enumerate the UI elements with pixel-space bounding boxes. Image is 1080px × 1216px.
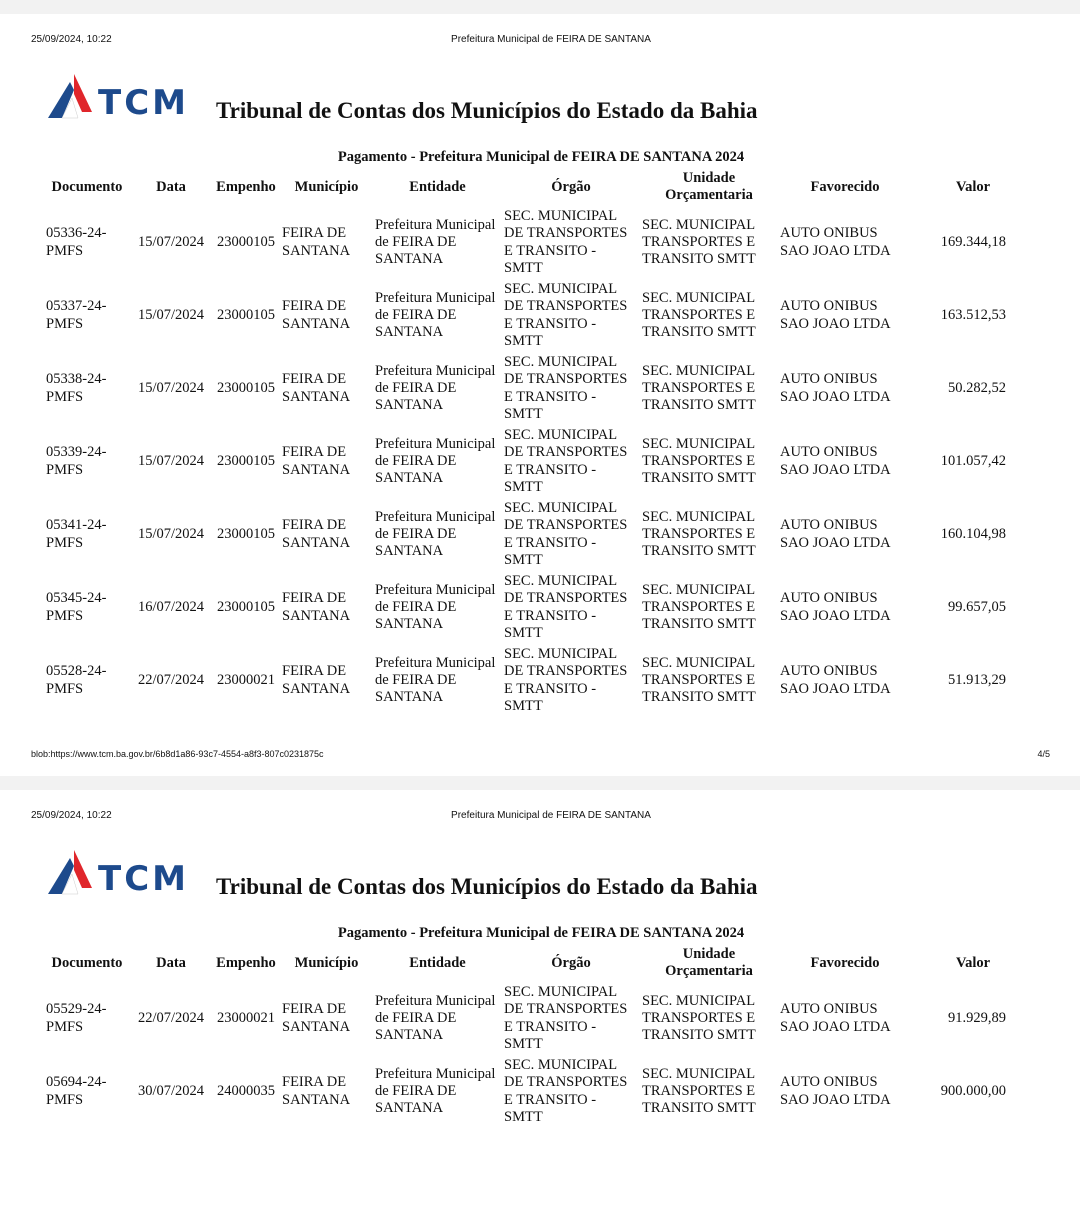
cell-entidade: Prefeitura Municipal de FEIRA DE SANTANA [375,992,496,1044]
cell-unidade: SEC. MUNICIPAL TRANSPORTES E TRANSITO SMTT [642,581,756,633]
print-header-title: Prefeitura Municipal de FEIRA DE SANTANA [451,34,651,45]
cell-empenho: 24000035 [217,1082,275,1099]
table-row [44,425,1034,498]
footer-url: blob:https://www.tcm.ba.gov.br/6b8d1a86-93c7-4554-a8f3-807c0231875c [31,749,324,759]
cell-valor: 51.913,29 [948,671,1006,688]
cell-orgao: SEC. MUNICIPAL DE TRANSPORTES E TRANSITO - SMTT [504,499,628,568]
cell-orgao: SEC. MUNICIPAL DE TRANSPORTES E TRANSITO - SMTT [504,426,628,495]
cell-valor: 160.104,98 [940,525,1006,542]
cell-favorecido: AUTO ONIBUS SAO JOAO LTDA [780,298,891,332]
cell-municipio: FEIRA DE SANTANA [282,444,351,478]
table-header-row [44,944,1034,982]
cell-documento: 05529-24-PMFS [46,1001,107,1035]
cell-unidade: SEC. MUNICIPAL TRANSPORTES E TRANSITO SMTT [642,362,756,414]
cell-orgao: SEC. MUNICIPAL DE TRANSPORTES E TRANSITO - SMTT [504,353,628,422]
org-title: Tribunal de Contas dos Municípios do Estado da Bahia [216,98,758,123]
cell-entidade: Prefeitura Municipal de FEIRA DE SANTANA [375,216,496,268]
cell-empenho: 23000105 [217,598,275,615]
cell-documento: 05336-24-PMFS [46,225,107,259]
cell-entidade: Prefeitura Municipal de FEIRA DE SANTANA [375,1065,496,1117]
cell-orgao: SEC. MUNICIPAL DE TRANSPORTES E TRANSITO - SMTT [504,1056,628,1125]
payments-table [44,944,1034,1128]
cell-favorecido: AUTO ONIBUS SAO JOAO LTDA [780,663,891,697]
cell-entidade: Prefeitura Municipal de FEIRA DE SANTANA [375,508,496,560]
col-documento: Documento [51,178,123,195]
cell-documento: 05341-24-PMFS [46,517,107,551]
col-data: Data [156,178,186,195]
table-row [44,1055,1034,1128]
report-title: Pagamento - Prefeitura Municipal de FEIRA DE SANTANA 2024 [337,149,745,165]
cell-orgao: SEC. MUNICIPAL DE TRANSPORTES E TRANSITO - SMTT [504,280,628,349]
tcm-logo [48,74,194,122]
cell-entidade: Prefeitura Municipal de FEIRA DE SANTANA [375,289,496,341]
cell-documento: 05339-24-PMFS [46,444,107,478]
cell-data: 30/07/2024 [137,1082,205,1099]
print-date: 25/09/2024, 10:22 [31,810,112,821]
table-row [44,206,1034,279]
print-date: 25/09/2024, 10:22 [31,34,112,45]
cell-favorecido: AUTO ONIBUS SAO JOAO LTDA [780,517,891,551]
org-title: Tribunal de Contas dos Municípios do Estado da Bahia [216,874,758,899]
table-row [44,982,1034,1055]
col-unidade: Unidade Orçamentaria [665,170,753,203]
col-municipio: Município [294,954,359,971]
cell-valor: 101.057,42 [940,452,1006,469]
cell-documento: 05528-24-PMFS [46,663,107,697]
logo-text: TCM [98,83,189,122]
cell-unidade: SEC. MUNICIPAL TRANSPORTES E TRANSITO SMTT [642,216,756,268]
cell-valor: 900.000,00 [940,1082,1006,1099]
cell-empenho: 23000105 [217,233,275,250]
cell-unidade: SEC. MUNICIPAL TRANSPORTES E TRANSITO SMTT [642,654,756,706]
col-empenho: Empenho [216,178,276,195]
cell-favorecido: AUTO ONIBUS SAO JOAO LTDA [780,371,891,405]
cell-municipio: FEIRA DE SANTANA [282,371,351,405]
col-favorecido: Favorecido [810,954,880,971]
col-data: Data [156,954,186,971]
col-favorecido: Favorecido [810,178,880,195]
col-municipio: Município [294,178,359,195]
print-header-title: Prefeitura Municipal de FEIRA DE SANTANA [451,810,651,821]
cell-orgao: SEC. MUNICIPAL DE TRANSPORTES E TRANSITO - SMTT [504,572,628,641]
cell-data: 15/07/2024 [137,525,205,542]
payments-table [44,168,1034,717]
cell-orgao: SEC. MUNICIPAL DE TRANSPORTES E TRANSITO - SMTT [504,207,628,276]
cell-data: 22/07/2024 [137,1009,205,1026]
col-empenho: Empenho [216,954,276,971]
cell-valor: 169.344,18 [940,233,1006,250]
cell-favorecido: AUTO ONIBUS SAO JOAO LTDA [780,1074,891,1108]
cell-favorecido: AUTO ONIBUS SAO JOAO LTDA [780,225,891,259]
cell-documento: 05694-24-PMFS [46,1074,107,1108]
cell-favorecido: AUTO ONIBUS SAO JOAO LTDA [780,590,891,624]
cell-municipio: FEIRA DE SANTANA [282,225,351,259]
table-row [44,644,1034,717]
cell-municipio: FEIRA DE SANTANA [282,590,351,624]
cell-municipio: FEIRA DE SANTANA [282,663,351,697]
table-row [44,498,1034,571]
footer-page-number: 4/5 [1037,749,1050,759]
cell-empenho: 23000021 [217,671,275,688]
col-orgao: Órgão [551,178,591,195]
cell-favorecido: AUTO ONIBUS SAO JOAO LTDA [780,1001,891,1035]
col-orgao: Órgão [551,954,591,971]
cell-orgao: SEC. MUNICIPAL DE TRANSPORTES E TRANSITO - SMTT [504,645,628,714]
cell-empenho: 23000105 [217,379,275,396]
cell-valor: 50.282,52 [948,379,1006,396]
cell-entidade: Prefeitura Municipal de FEIRA DE SANTANA [375,362,496,414]
report-title: Pagamento - Prefeitura Municipal de FEIRA DE SANTANA 2024 [337,925,745,941]
cell-documento: 05338-24-PMFS [46,371,107,405]
cell-municipio: FEIRA DE SANTANA [282,1074,351,1108]
cell-entidade: Prefeitura Municipal de FEIRA DE SANTANA [375,435,496,487]
tcm-logo [48,850,194,898]
cell-unidade: SEC. MUNICIPAL TRANSPORTES E TRANSITO SMTT [642,992,756,1044]
col-entidade: Entidade [409,954,466,971]
cell-data: 15/07/2024 [137,306,205,323]
logo-text: TCM [98,859,189,898]
cell-entidade: Prefeitura Municipal de FEIRA DE SANTANA [375,581,496,633]
cell-valor: 163.512,53 [940,306,1006,323]
cell-data: 15/07/2024 [137,452,205,469]
cell-unidade: SEC. MUNICIPAL TRANSPORTES E TRANSITO SMTT [642,1065,756,1117]
col-entidade: Entidade [409,178,466,195]
cell-data: 15/07/2024 [137,233,205,250]
table-row [44,352,1034,425]
cell-data: 16/07/2024 [137,598,205,615]
col-unidade: Unidade Orçamentaria [665,946,753,979]
cell-unidade: SEC. MUNICIPAL TRANSPORTES E TRANSITO SMTT [642,289,756,341]
cell-favorecido: AUTO ONIBUS SAO JOAO LTDA [780,444,891,478]
table-header-row [44,168,1034,206]
cell-data: 15/07/2024 [137,379,205,396]
cell-empenho: 23000021 [217,1009,275,1026]
cell-municipio: FEIRA DE SANTANA [282,517,351,551]
col-valor: Valor [955,178,991,195]
cell-orgao: SEC. MUNICIPAL DE TRANSPORTES E TRANSITO - SMTT [504,983,628,1052]
cell-documento: 05345-24-PMFS [46,590,107,624]
cell-unidade: SEC. MUNICIPAL TRANSPORTES E TRANSITO SMTT [642,435,756,487]
pdf-page-5 [0,790,1080,1216]
cell-entidade: Prefeitura Municipal de FEIRA DE SANTANA [375,654,496,706]
cell-valor: 99.657,05 [948,598,1006,615]
col-valor: Valor [955,954,991,971]
cell-unidade: SEC. MUNICIPAL TRANSPORTES E TRANSITO SMTT [642,508,756,560]
cell-documento: 05337-24-PMFS [46,298,107,332]
cell-municipio: FEIRA DE SANTANA [282,298,351,332]
table-row [44,571,1034,644]
pdf-page-4 [0,14,1080,776]
col-documento: Documento [51,954,123,971]
cell-empenho: 23000105 [217,525,275,542]
cell-data: 22/07/2024 [137,671,205,688]
cell-valor: 91.929,89 [948,1009,1006,1026]
cell-empenho: 23000105 [217,452,275,469]
cell-empenho: 23000105 [217,306,275,323]
cell-municipio: FEIRA DE SANTANA [282,1001,351,1035]
table-row [44,279,1034,352]
